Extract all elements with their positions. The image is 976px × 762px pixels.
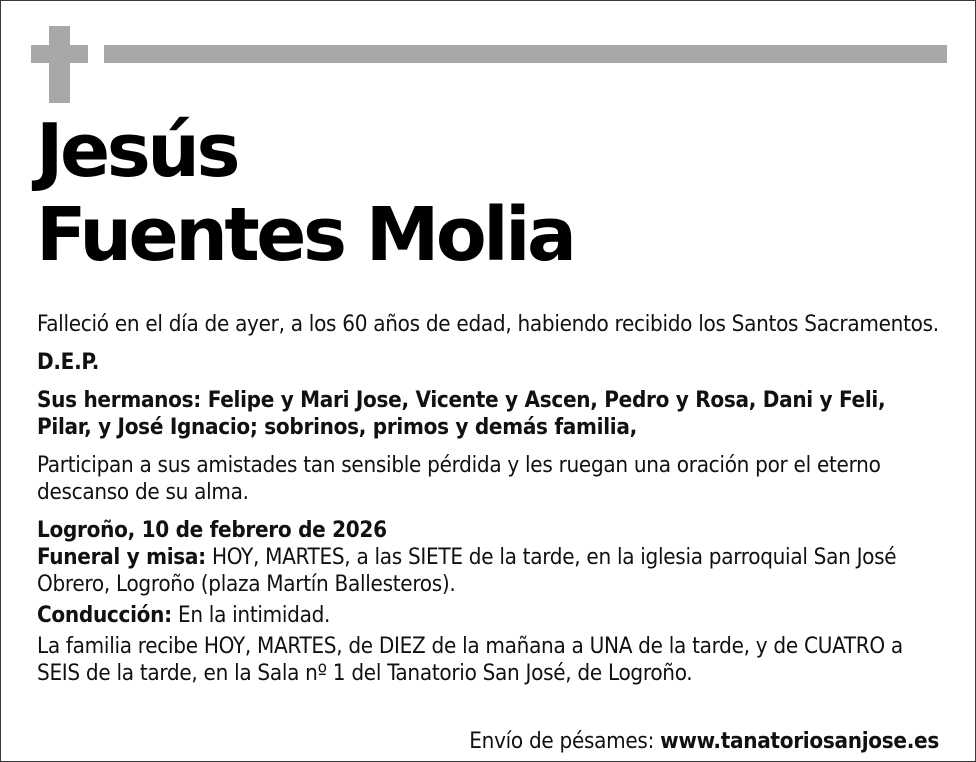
condolences-label: Envío de pésames:	[469, 728, 661, 754]
funeral-info	[37, 544, 942, 598]
latin-cross-icon-arm	[31, 45, 88, 63]
notice-body	[37, 311, 942, 687]
conduction-info	[37, 602, 942, 629]
deceased-name	[36, 109, 573, 277]
funeral-details: HOY, MARTES, a las SIETE de la tarde, en la iglesia parroquial San José Obrero, Logroño (plaza Martín Ballesteros).	[37, 544, 897, 597]
rip-text: D.E.P.	[37, 349, 100, 375]
place-and-date	[37, 517, 942, 544]
family-list	[37, 387, 942, 441]
latin-cross-icon	[49, 26, 70, 103]
deceased-surnames: Fuentes Molia	[36, 192, 574, 278]
place-date-text: Logroño, 10 de febrero de 2026	[37, 517, 387, 543]
conduction-details: En la intimidad.	[171, 602, 331, 628]
prayer-request: Participan a sus amistades tan sensible pérdida y les ruegan una oración por el eterno descanso de su alma.	[37, 452, 881, 505]
conduction-label: Conducción:	[37, 602, 172, 628]
funeral-label: Funeral y misa:	[37, 544, 206, 570]
deceased-first-name: Jesús	[36, 108, 237, 194]
condolences-line	[469, 728, 939, 755]
family-text: Sus hermanos: Felipe y Mari Jose, Vicente y Ascen, Pedro y Rosa, Dani y Feli, Pilar, y José Ignacio; sobrinos, primos y demás familia,	[37, 387, 886, 440]
death-announcement: Falleció en el día de ayer, a los 60 años de edad, habiendo recibido los Santos Sacramentos.	[37, 311, 939, 337]
header-rule	[104, 45, 947, 63]
rip-abbreviation	[37, 349, 942, 376]
family-receives-info: La familia recibe HOY, MARTES, de DIEZ de la mañana a UNA de la tarde, y de CUATRO a SEIS de la tarde, en la Sala nº 1 del Tanatorio San José, de Logroño.	[37, 633, 903, 686]
condolences-website-link[interactable]: www.tanatoriosanjose.es	[660, 728, 939, 754]
